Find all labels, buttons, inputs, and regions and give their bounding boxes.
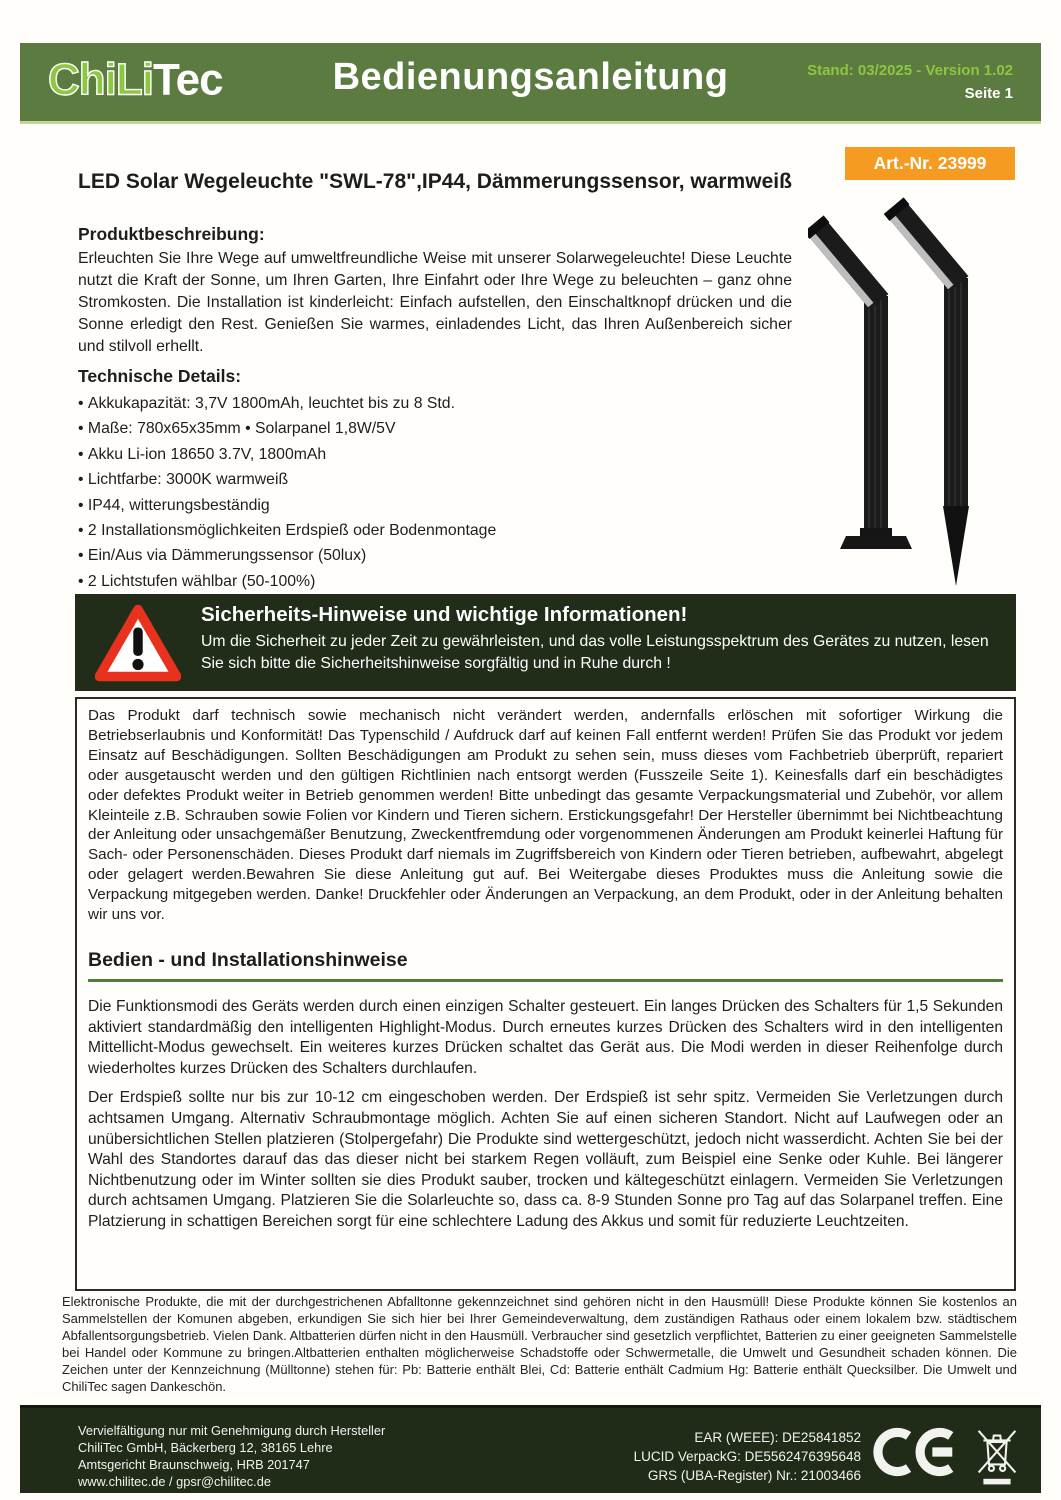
install-heading: Bedien - und Installationshinweise xyxy=(88,948,408,971)
main-content-box xyxy=(75,697,1016,1291)
tech-detail-item: • IP44, witterungsbeständig xyxy=(78,493,738,518)
lamp-with-base xyxy=(808,215,912,549)
header-meta xyxy=(807,59,1013,105)
disposal-note: Elektronische Produkte, die mit der durchgestrichenen Abfalltonne gekennzeichnet sind gehören nicht in den Hausmüll! Diese Produkte können Sie kostenlos an Sammelstellen der Komunen abgeben, erkundigen Sie sich hier bei Ihrer Gemeindeverwaltung, dem zuständigen Rathaus oder einem lokalem bzw. städtischem Abfallentsorgungsbetrieb. Vielen Dank. Altbatterien dürfen nicht in den Hausmüll. Verbraucher sind gesetzlich verpflichtet, Batterien zu einer geeigneten Sammelstelle bei Handel oder Kommune zu bringen.Altbatterien enthalten möglicherweise Schadstoffe oder Schwermetalle, die Umwelt und Gesundheit schaden können. Die Zeichen unter der Kennzeichnung (Mülltonne) stehen für: Pb: Batterie enthält Blei, Cd: Batterie enthält Cadmium Hg: Batterie enthält Quecksilber. Die Umwelt und ChiliTec sagen Dankeschön. xyxy=(62,1294,1017,1394)
footer-company-line: ChiliTec GmbH, Bäckerberg 12, 38165 Lehre xyxy=(78,1440,333,1455)
ce-mark-icon xyxy=(871,1424,963,1480)
footer-company-line: Vervielfältigung nur mit Genehmigung durch Hersteller xyxy=(78,1423,386,1438)
safety-title: Sicherheits-Hinweise und wichtige Informationen! xyxy=(201,603,688,626)
footer-register-line: LUCID VerpackG: DE5562476395648 xyxy=(633,1449,861,1464)
tech-detail-item: • Akkukapazität: 3,7V 1800mAh, leuchtet bis zu 8 Std. xyxy=(78,391,738,416)
tech-detail-item: • Ein/Aus via Dämmerungssensor (50lux) xyxy=(78,543,738,568)
description-heading: Produktbeschreibung: xyxy=(78,224,265,244)
product-image xyxy=(808,188,1015,590)
safety-body-text: Das Produkt darf technisch sowie mechanisch nicht verändert werden, andernfalls erlöschen mit sofortiger Wirkung die Betriebserlaubnis und Konformität! Das Typenschild / Aufdruck darf auf keinen Fall entfernt werden! Prüfen Sie das Produkt vor jedem Einsatz auf Beschädigungen. Sollten Beschädigungen am Produkt zu sehen sein, muss dieses vom Fachbetrieb überprüft, repariert oder ausgetauscht werden und den gültigen Richtlinien nach entsorgt werden (Fusszeile Seite 1). Keinesfalls darf ein beschädigtes oder defektes Produkt weiter in Betrieb genommen werden! Bitte unbedingt das gesamte Verpackungsmaterial und Zubehör, vor allem Kleinteile z.B. Schrauben sowie Folien vor Kindern und Tieren sichern. Erstickungsgefahr! Der Hersteller übernimmt bei Nichtbeachtung der Anleitung oder unsachgemäßer Benutzung, Zweckentfremdung oder vorgenommenen Änderungen am Produkt keinerlei Haftung für Sach- oder Personenschäden. Dieses Produkt darf niemals im Zugriffsbereich von Kindern oder Tieren betrieben, aufbewahrt, abgelegt oder gelagert werden.Bewahren Sie diese Anleitung gut auf. Bei Weitergabe dieses Produktes muss die Anleitung sowie die Verpackung mitgegeben werden. Danke! Druckfehler oder Änderungen an Verpackung, an dem Produkt, oder in der Anleitung behalten wir uns vor. xyxy=(88,707,1003,924)
footer-company-line: Amtsgericht Braunschweig, HRB 201747 xyxy=(78,1457,310,1472)
footer-register-line: EAR (WEEE): DE25841852 xyxy=(694,1430,861,1445)
logo-text-tec: Tec xyxy=(152,54,223,105)
footer-company-line: www.chilitec.de / gpsr@chilitec.de xyxy=(78,1474,271,1489)
safety-subtitle: Um die Sicherheit zu jeder Zeit zu gewährleisten, und das volle Leistungsspektrum des Gerätes zu nutzen, lesen Sie sich bitte die Sicherheitshinweise sorgfältig und in Ruhe durch ! xyxy=(201,633,989,672)
footer-register-line: GRS (UBA-Register) Nr.: 21003466 xyxy=(647,1468,861,1483)
header-band xyxy=(20,43,1041,124)
tech-detail-item: • 2 Lichtstufen wählbar (50-100%) xyxy=(78,569,738,594)
safety-notice-box xyxy=(75,594,1016,691)
warning-triangle-icon xyxy=(95,604,181,682)
weee-crossed-bin-icon xyxy=(971,1418,1023,1490)
tech-detail-item: • Maße: 780x65x35mm • Solarpanel 1,8W/5V xyxy=(78,416,738,441)
safety-notice-text xyxy=(201,603,1001,674)
tech-detail-item: • 2 Installationsmöglichkeiten Erdspieß oder Bodenmontage xyxy=(78,518,738,543)
article-number-badge xyxy=(845,147,1015,180)
document-title: Bedienungsanleitung xyxy=(332,56,729,98)
install-paragraph-1: Die Funktionsmodi des Geräts werden durch einen einzigen Schalter gesteuert. Ein langes Drücken des Schalters für 1,5 Sekunden aktiviert standardmäßig den intelligenten Highlight-Modus. Durch erneutes kurzes Drücken des Schalters wird in den intelligenten Mittellicht-Modus gewechselt. Ein weiteres kurzes Drücken schaltet das Gerät aus. Die Modi werden in dieser Reihenfolge durch wiederholtes kurzes Drücken des Schalters durchlaufen. xyxy=(88,997,1003,1077)
logo-text-chili: ChiLi xyxy=(48,54,153,105)
lamp-with-spike xyxy=(884,197,969,586)
heading-divider xyxy=(88,979,1003,982)
page-number-label: Seite 1 xyxy=(964,85,1013,102)
tech-details-heading: Technische Details: xyxy=(78,366,242,386)
tech-details-list xyxy=(78,391,738,594)
footer-company-info xyxy=(78,1422,385,1490)
tech-detail-item: • Lichtfarbe: 3000K warmweiß xyxy=(78,467,738,492)
tech-detail-item: • Akku Li-ion 18650 3.7V, 1800mAh xyxy=(78,442,738,467)
article-number-label: Art.-Nr. 23999 xyxy=(873,153,987,173)
footer-register-info xyxy=(634,1428,861,1485)
description-text: Erleuchten Sie Ihre Wege auf umweltfreundliche Weise mit unserer Solarwegeleuchte! Diese Leuchte nutzt die Kraft der Sonne, um Ihren Garten, Ihre Einfahrt oder Ihre Wege zu beleuchten – ganz ohne Stromkosten. Die Installation ist kinderleicht: Einfach aufstellen, den Einschaltknopf drücken und die Sonne erledigt den Rest. Genießen Sie warmes, einladendes Licht, das Ihren Außenbereich sicher und stilvoll erhellt. xyxy=(78,250,792,355)
product-title: LED Solar Wegeleuchte "SWL-78",IP44, Dämmerungssensor, warmweiß xyxy=(78,170,792,193)
install-paragraph-2: Der Erdspieß sollte nur bis zur 10-12 cm eingeschoben werden. Der Erdspieß ist sehr spitz. Vermeiden Sie Verletzungen durch achtsamen Umgang. Alternativ Schraubmontage möglich. Achten Sie auf einen sicheren Standort. Nicht auf Laufwegen oder an unübersichtlichen Stellen platzieren (Stolpergefahr) Die Produkte sind wettergeschützt, jedoch nicht wasserdicht. Achten Sie bei der Wahl des Standortes darauf das das dieser nicht bei starkem Regen volläuft, zum Beispiel eine Senke oder Kuhle. Bei längerer Nichtbenutzung oder im Winter sollten sie dies Produkt sauber, trocken und kältegeschützt einlagern. Vermeiden Sie Verletzungen durch achtsamen Umgang. Platzieren Sie die Solarleuchte so, dass ca. 8-9 Stunden Sonne pro Tag auf das Solarpanel treffen. Eine Platzierung in schattigen Bereichen sorgt für eine schlechtere Ladung des Akkus und somit für reduzierte Leuchtzeiten. xyxy=(88,1089,1003,1230)
version-label: Stand: 03/2025 - Version 1.02 xyxy=(807,62,1013,79)
footer-band xyxy=(20,1405,1041,1493)
